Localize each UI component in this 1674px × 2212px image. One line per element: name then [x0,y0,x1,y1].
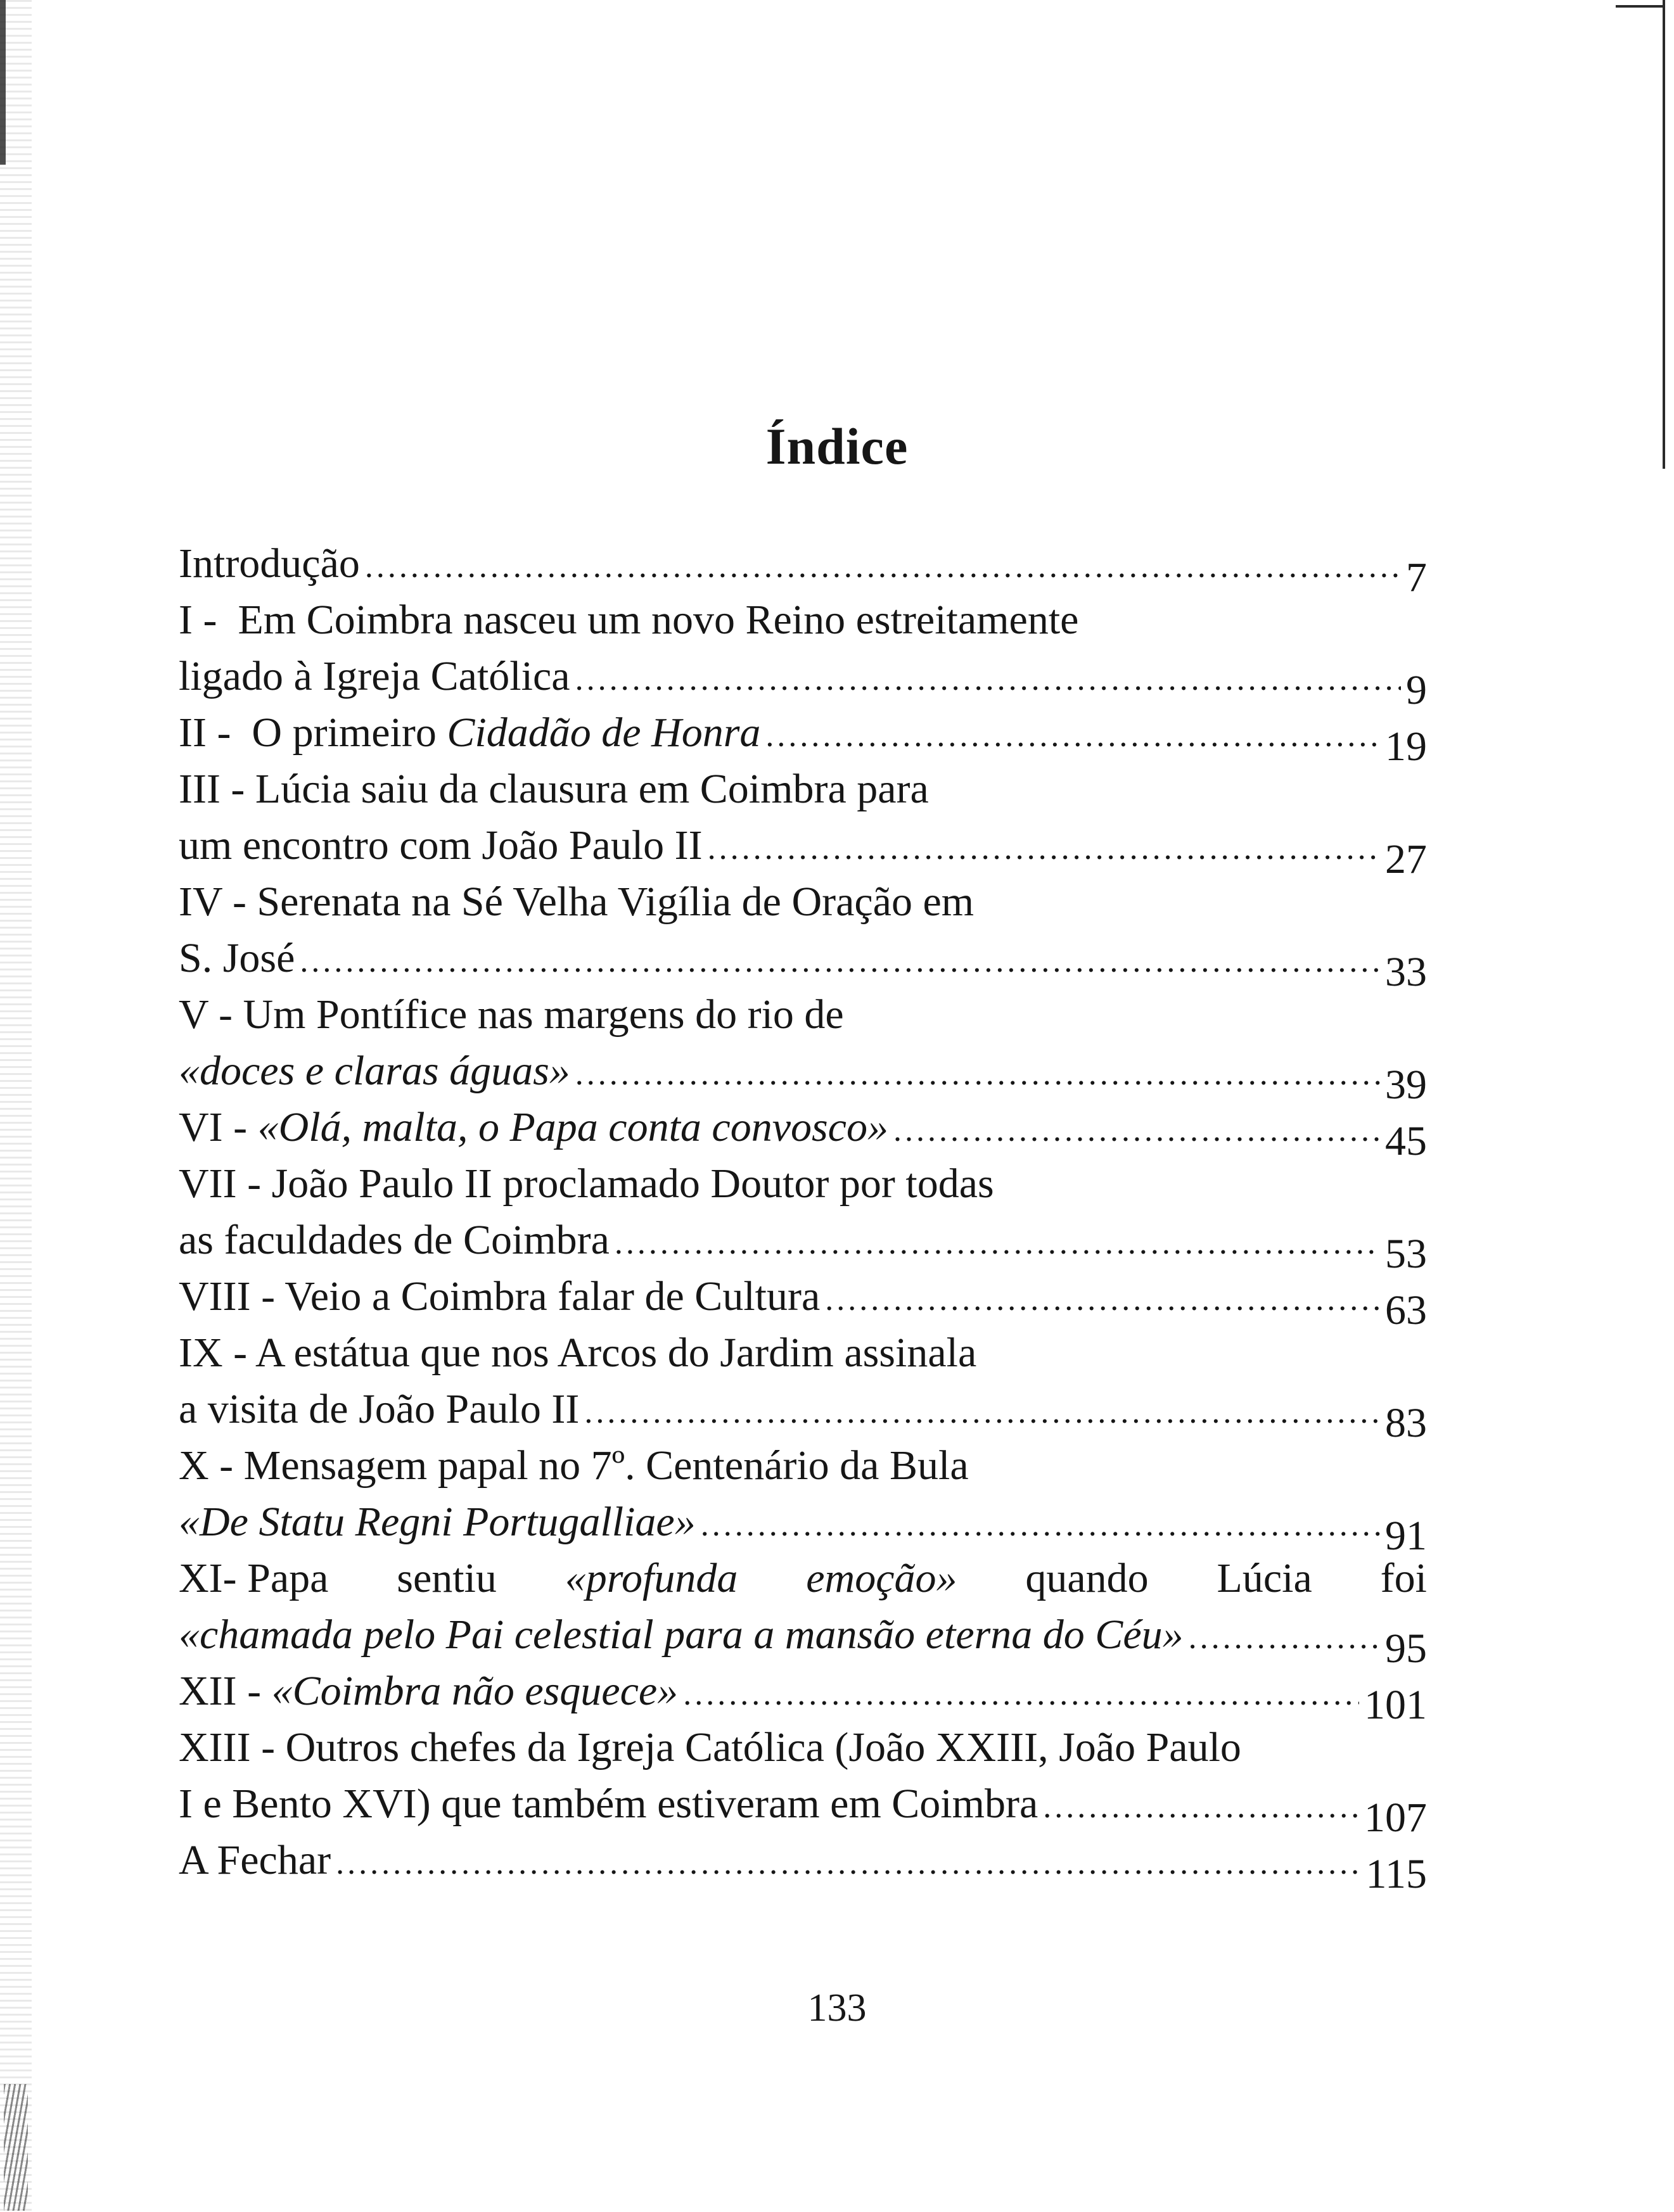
toc-entry [179,592,1427,648]
scan-artifact-left-dark [0,0,6,165]
toc-entry-title: VIII - Veio a Coimbra falar de Cultura [179,1273,821,1319]
toc-entry-title: I - Em Coimbra nasceu um novo Reino estreitamente [179,597,1079,643]
toc-entry [179,704,1427,770]
toc-leader-dots [893,1102,1380,1159]
toc-entry-title: VII - João Paulo II proclamado Doutor por todas [179,1160,994,1207]
toc-entry-text [179,1155,994,1212]
toc-entry [179,1099,1427,1164]
toc-entry-text [179,874,974,930]
toc-leader-dots [365,538,1401,595]
toc-entry-title: III - Lúcia saiu da clausura em Coimbra para [179,766,929,812]
toc-entry-word: emoção» [806,1555,957,1601]
toc-page-number: 91 [1385,1513,1427,1559]
toc-page-number: 107 [1364,1795,1427,1841]
toc-entry [179,1325,1427,1381]
toc-page-number: 101 [1364,1682,1427,1728]
toc-entry [179,930,1427,995]
toc-leader-dots [1043,1779,1359,1835]
toc-entry-text [179,1325,976,1381]
toc-entry-title: II - O primeiro [179,709,447,756]
table-of-contents [179,535,1427,1897]
toc-entry-title: XII - [179,1668,272,1714]
toc-entry [179,1043,1427,1108]
toc-entry-title: VI - [179,1104,258,1150]
toc-entry-title: IX - A estátua que nos Arcos do Jardim assinala [179,1330,977,1376]
toc-entry-text [179,1776,1038,1832]
toc-entry-italic-title: «De Statu Regni Portugalliae» [179,1499,696,1545]
toc-entry [179,874,1427,930]
toc-entry-text [179,1832,331,1888]
scan-artifact-left [0,0,32,2212]
toc-leader-dots [336,1835,1360,1891]
toc-entry-italic-title: «doces e claras águas» [179,1048,570,1094]
toc-leader-dots [683,1666,1359,1722]
toc-page-number: 53 [1385,1231,1427,1277]
toc-entry-word: Lúcia [1217,1555,1312,1601]
toc-page-number: 45 [1385,1118,1427,1164]
toc-page-number: 27 [1385,836,1427,882]
toc-entry-italic-title: Cidadão de Honra [447,709,761,756]
toc-leader-dots [584,1384,1380,1440]
toc-leader-dots [765,708,1380,764]
toc-leader-dots [825,1271,1380,1328]
toc-entry-text [179,986,844,1043]
toc-entry-title: Introdução [179,540,360,587]
toc-entry [179,1381,1427,1446]
toc-entry-text [179,1663,678,1719]
toc-entry [179,761,1427,817]
toc-leader-dots [701,1497,1380,1553]
toc-entry-text [179,1212,610,1268]
toc-entry [179,986,1427,1043]
toc-entry [179,1268,1427,1333]
toc-page-number: 115 [1365,1851,1427,1897]
toc-entry [179,1663,1427,1728]
toc-page-number: 83 [1385,1400,1427,1446]
toc-entry [179,1494,1427,1559]
toc-entry [179,1155,1427,1212]
toc-entry-text [179,1268,820,1325]
toc-entry-text [179,1437,969,1494]
toc-entry-text [179,704,760,761]
toc-entry [179,648,1427,713]
toc-entry-text [179,1381,579,1437]
toc-entry-title: IV - Serenata na Sé Velha Vigília de Oração em [179,879,974,925]
toc-entry-title: a visita de João Paulo II [179,1386,580,1432]
toc-entry-text [179,648,570,704]
toc-entry-text [179,1606,1184,1663]
toc-entry-title: A Fechar [179,1837,331,1883]
toc-entry-title: ligado à Igreja Católica [179,653,570,699]
toc-page-number: 63 [1385,1287,1427,1333]
toc-page-number: 95 [1385,1625,1427,1672]
toc-page-number: 33 [1385,949,1427,995]
page-title: Índice [765,417,909,475]
toc-entry [179,1832,1427,1897]
toc-entry-title: X - Mensagem papal no 7º. Centenário da Bula [179,1442,969,1489]
toc-entry [179,817,1427,882]
toc-entry [179,1776,1427,1841]
toc-entry-text [179,930,295,986]
toc-leader-dots [300,933,1380,989]
toc-leader-dots [575,1046,1380,1102]
toc-entry-word: XI- Papa [179,1555,329,1601]
scan-artifact-right [1663,0,1665,469]
scan-artifact-bottom [4,2084,28,2211]
toc-entry-text [179,1043,570,1099]
toc-entry-title: um encontro com João Paulo II [179,822,703,868]
toc-entry-text [179,1494,696,1550]
toc-page-number: 9 [1406,667,1427,713]
toc-entry-text [179,761,929,817]
toc-entry-italic-title: «Olá, malta, o Papa conta convosco» [257,1104,888,1150]
toc-page-number: 7 [1406,554,1427,601]
toc-page-number: 39 [1385,1062,1427,1108]
toc-entry [179,535,1427,601]
toc-entry [179,1437,1427,1494]
toc-entry-title: as faculdades de Coimbra [179,1217,610,1263]
toc-entry-title: XIII - Outros chefes da Igreja Católica (João XXIII, João Paulo [179,1724,1241,1770]
toc-leader-dots [575,651,1401,708]
toc-leader-dots [615,1215,1380,1271]
toc-entry-text [179,1099,888,1155]
toc-entry-word: sentiu [397,1555,497,1601]
toc-entry-text [179,535,360,592]
toc-entry [179,1719,1427,1776]
scan-artifact-right-top [1616,5,1665,8]
page-number: 133 [807,1986,867,2030]
toc-entry [179,1606,1427,1672]
toc-page-number: 19 [1385,723,1427,770]
toc-entry-title: V - Um Pontífice nas margens do rio de [179,991,844,1038]
toc-leader-dots [1189,1610,1380,1666]
toc-entry-title: I e Bento XVI) que também estiveram em Coimbra [179,1781,1038,1827]
toc-entry-title: S. José [179,935,295,981]
toc-entry-word: quando [1025,1555,1149,1601]
toc-entry [179,1212,1427,1277]
toc-entry-word: foi [1380,1555,1427,1601]
toc-entry-text [179,1719,1241,1776]
toc-entry-text [179,817,703,874]
toc-leader-dots [708,820,1380,877]
toc-entry-italic-title: «Coimbra não esquece» [271,1668,679,1714]
toc-entry [179,1550,1427,1606]
toc-entry-word: «profunda [565,1555,738,1601]
toc-entry-italic-title: «chamada pelo Pai celestial para a mansão eterna do Céu» [179,1611,1184,1658]
toc-entry-text [179,592,1078,648]
